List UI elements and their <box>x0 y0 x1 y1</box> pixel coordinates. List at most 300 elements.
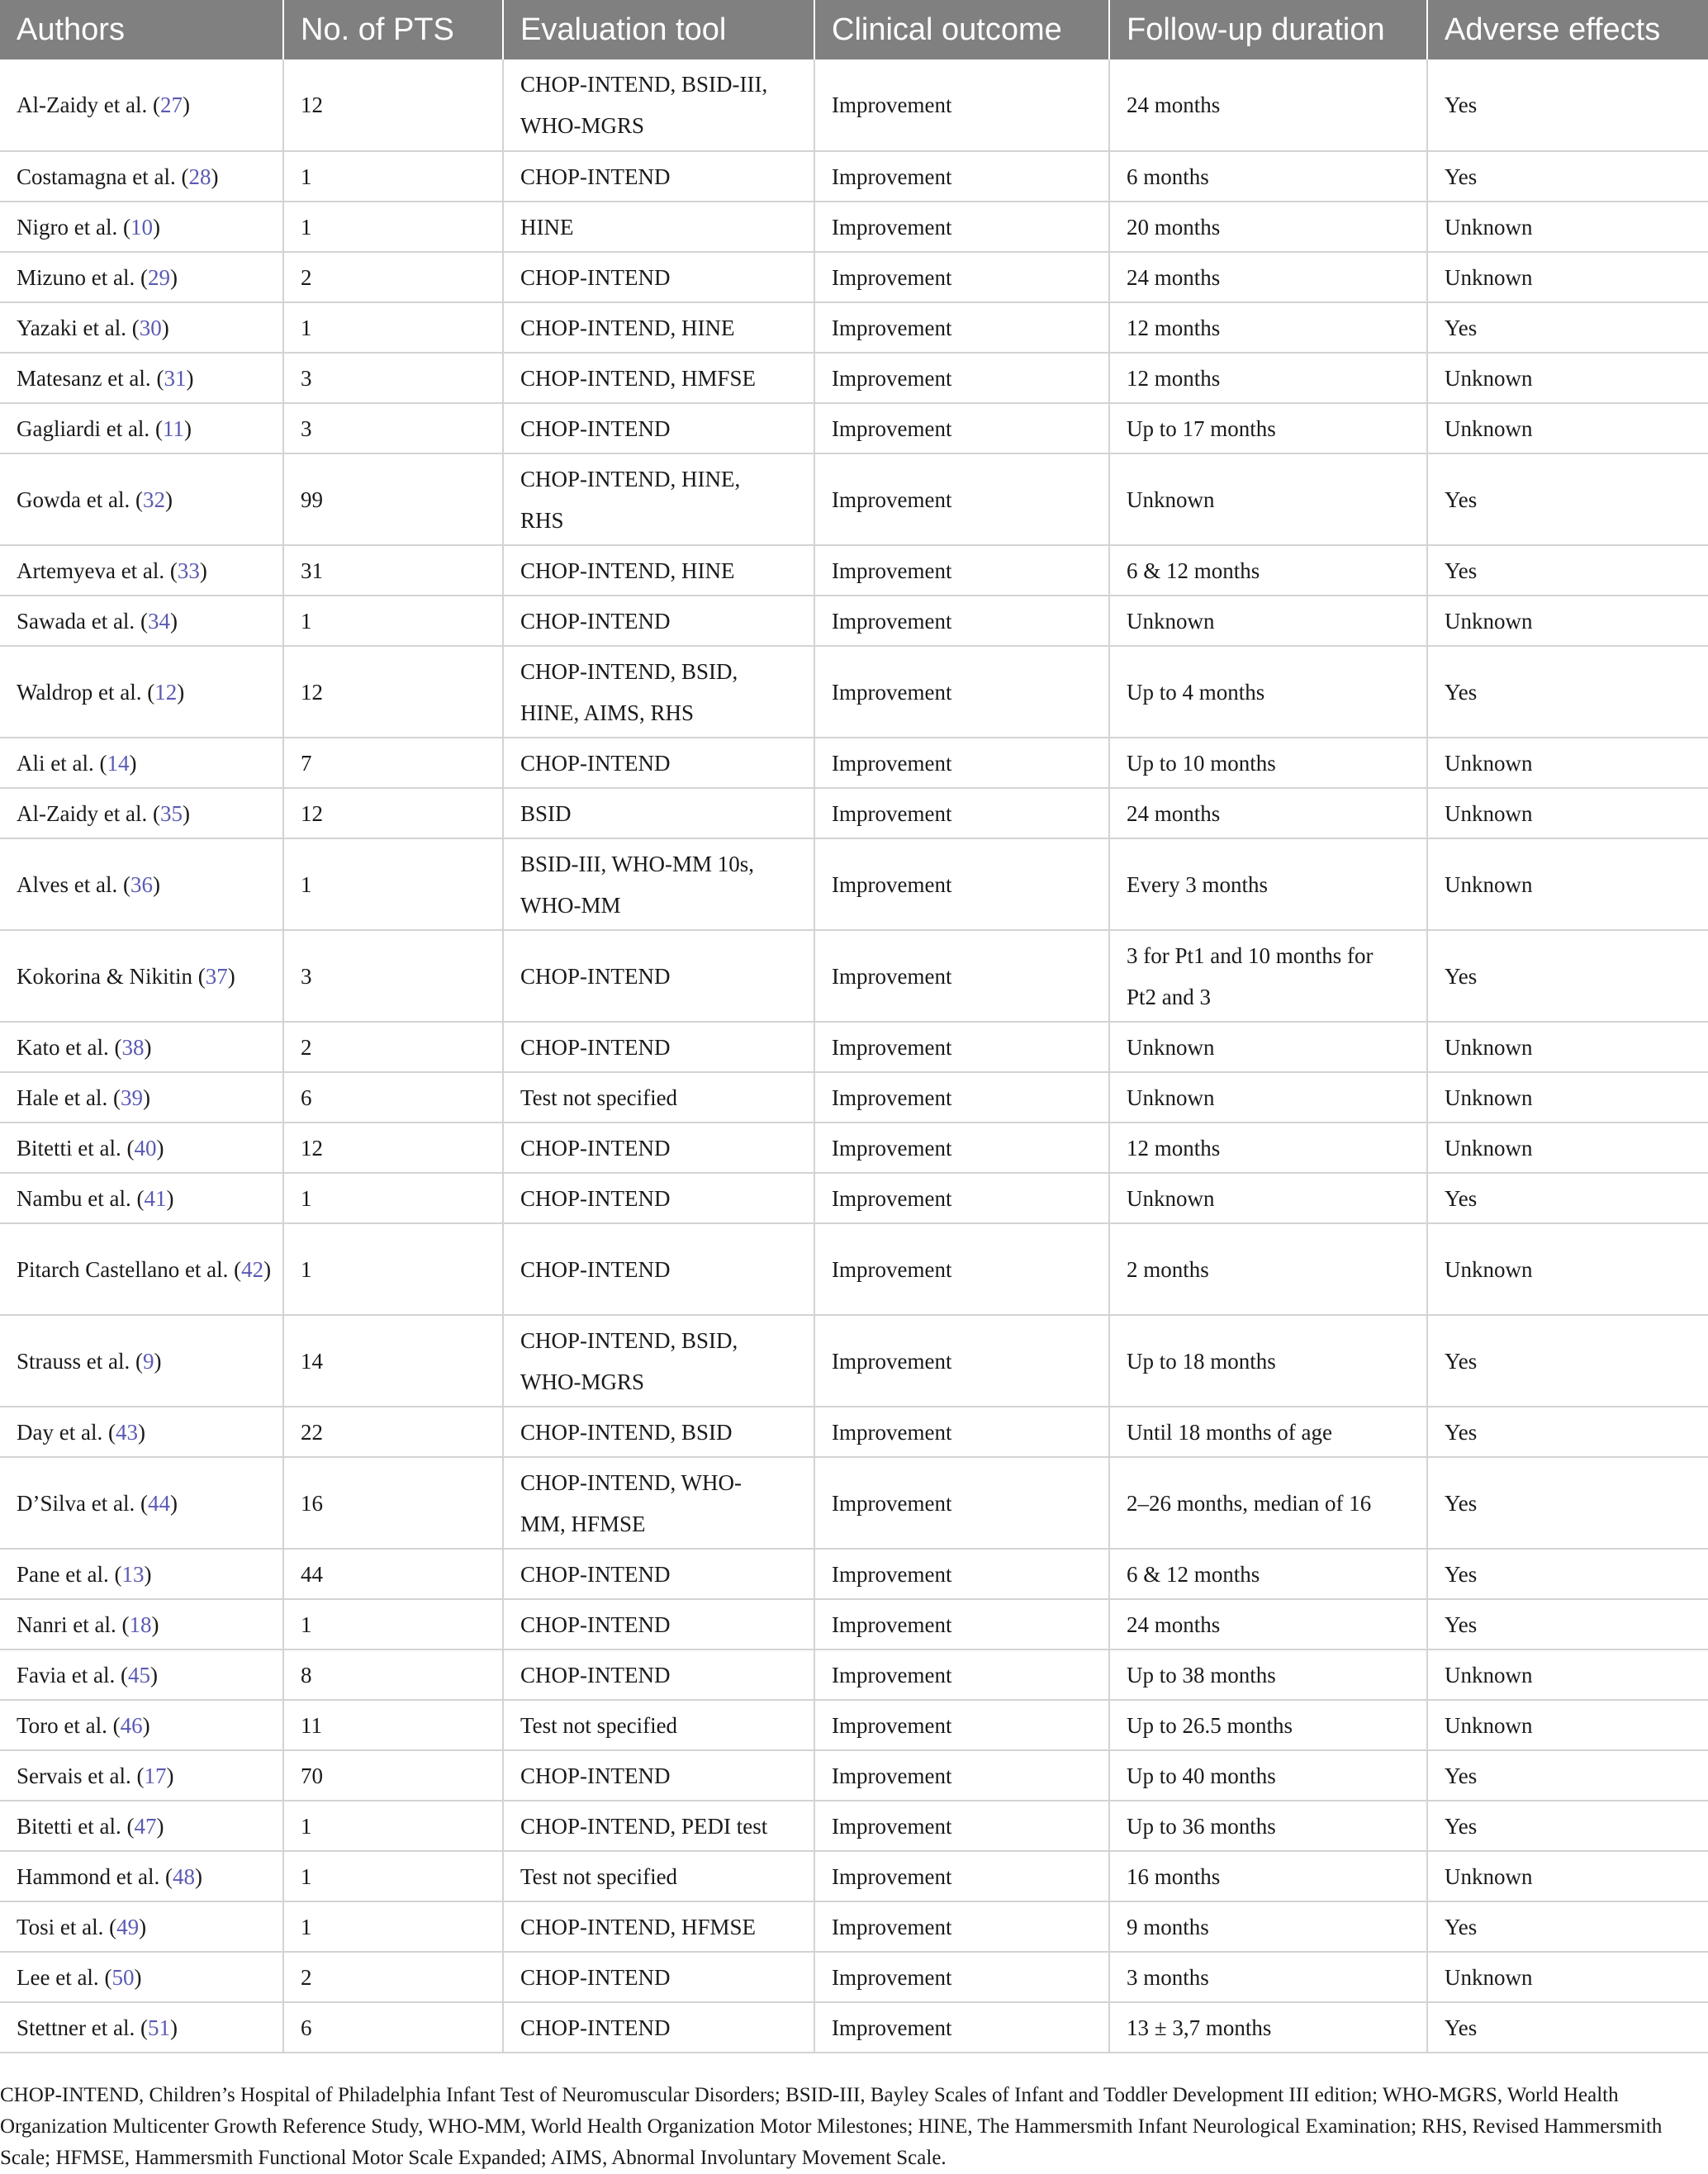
reference-link[interactable]: 46 <box>120 1712 143 1738</box>
table-row <box>0 596 1708 646</box>
col-header-evaluation-tool: Evaluation tool <box>503 0 814 59</box>
table-row <box>0 788 1708 838</box>
table-row <box>0 1599 1708 1649</box>
table-row <box>0 838 1708 930</box>
col-header-clinical-outcome: Clinical outcome <box>814 0 1109 59</box>
author-name: Bitetti et al. <box>17 1135 121 1161</box>
reference-link[interactable]: 12 <box>154 679 178 705</box>
table-row <box>0 1901 1708 1952</box>
clinical-outcome: Improvement <box>832 1712 952 1738</box>
adverse-effects: Yes <box>1445 963 1478 989</box>
evaluation-tool-line: CHOP-INTEND <box>520 415 671 441</box>
follow-up-line: 3 months <box>1127 1964 1209 1990</box>
adverse-effects: Unknown <box>1445 1662 1533 1687</box>
cell-follow-up-duration <box>1109 1549 1427 1599</box>
clinical-outcome: Improvement <box>832 93 952 117</box>
table-row <box>0 1457 1708 1549</box>
col-header-no-of-pts: No. of PTS <box>283 0 503 59</box>
adverse-effects: Yes <box>1445 1914 1478 1939</box>
patient-count: 1 <box>301 871 312 897</box>
follow-up-line: Unknown <box>1127 608 1215 634</box>
evaluation-tool-line: BSID <box>520 800 572 826</box>
reference-link[interactable]: 34 <box>147 608 170 634</box>
cell-evaluation-tool <box>503 202 814 252</box>
cell-clinical-outcome <box>814 202 1109 252</box>
clinical-outcome: Improvement <box>832 608 952 634</box>
table-row <box>0 545 1708 596</box>
reference-link[interactable]: 30 <box>139 315 162 340</box>
evaluation-tool-line: CHOP-INTEND, PEDI test <box>520 1813 768 1839</box>
cell-adverse-effects <box>1427 1022 1708 1072</box>
author-name: Gagliardi et al. <box>17 415 150 441</box>
clinical-outcome: Improvement <box>832 1612 952 1637</box>
reference-link[interactable]: 50 <box>111 1964 135 1990</box>
patient-count: 1 <box>301 214 312 240</box>
reference-link[interactable]: 39 <box>120 1085 143 1110</box>
reference-link[interactable]: 9 <box>142 1348 154 1374</box>
reference-link[interactable]: 14 <box>107 750 130 776</box>
evaluation-tool-line: Test not specified <box>520 1085 678 1110</box>
author-name: Alves et al. <box>17 871 118 897</box>
reference-link[interactable]: 40 <box>134 1135 157 1161</box>
clinical-outcome: Improvement <box>832 963 952 989</box>
author-name: Nigro et al. <box>17 214 118 240</box>
author-name: Nanri et al. <box>17 1612 116 1637</box>
follow-up-line: 16 months <box>1127 1863 1221 1889</box>
reference-link[interactable]: 13 <box>121 1561 145 1587</box>
evaluation-tool-line: CHOP-INTEND <box>520 1612 671 1637</box>
follow-up-line: Unknown <box>1127 487 1215 512</box>
table-row <box>0 930 1708 1022</box>
cell-authors: Tosi et al. (49) <box>0 1901 283 1952</box>
table-row <box>0 1407 1708 1457</box>
clinical-outcome: Improvement <box>832 1085 952 1110</box>
col-header-authors: Authors <box>0 0 283 59</box>
cell-adverse-effects <box>1427 453 1708 545</box>
table-row <box>0 59 1708 151</box>
cell-clinical-outcome <box>814 838 1109 930</box>
adverse-effects: Yes <box>1445 1561 1478 1587</box>
cell-authors: Bitetti et al. (47) <box>0 1801 283 1851</box>
cell-adverse-effects <box>1427 1123 1708 1173</box>
follow-up-line: Until 18 months of age <box>1127 1419 1332 1445</box>
reference-link[interactable]: 48 <box>172 1863 195 1889</box>
cell-clinical-outcome <box>814 1851 1109 1901</box>
evaluation-tool-line: CHOP-INTEND, WHO- <box>520 1469 742 1495</box>
author-name: Matesanz et al. <box>17 365 151 391</box>
cell-follow-up-duration <box>1109 1952 1427 2002</box>
author-name: Waldrop et al. <box>17 679 142 705</box>
cell-authors: Costamagna et al. (28) <box>0 151 283 202</box>
cell-adverse-effects <box>1427 1407 1708 1457</box>
reference-link[interactable]: 37 <box>205 963 228 989</box>
patient-count: 99 <box>301 487 323 512</box>
cell-authors: Gowda et al. (32) <box>0 453 283 545</box>
cell-clinical-outcome <box>814 1223 1109 1315</box>
cell-evaluation-tool <box>503 453 814 545</box>
reference-link[interactable]: 36 <box>130 871 153 897</box>
table-row <box>0 252 1708 302</box>
cell-no-of-pts <box>283 1022 503 1072</box>
author-name: Kokorina & Nikitin <box>17 963 192 989</box>
cell-clinical-outcome <box>814 252 1109 302</box>
clinical-outcome: Improvement <box>832 164 952 189</box>
adverse-effects: Unknown <box>1445 1135 1533 1161</box>
cell-authors: Matesanz et al. (31) <box>0 353 283 403</box>
evaluation-tool-line: CHOP-INTEND <box>520 1561 671 1587</box>
patient-count: 12 <box>301 679 323 705</box>
clinical-outcome: Improvement <box>832 487 952 512</box>
cell-no-of-pts <box>283 1123 503 1173</box>
cell-authors: Sawada et al. (34) <box>0 596 283 646</box>
adverse-effects: Yes <box>1445 93 1478 117</box>
cell-adverse-effects <box>1427 1851 1708 1901</box>
evaluation-tool-line: BSID-III, WHO-MM 10s, <box>520 851 754 876</box>
table-row <box>0 353 1708 403</box>
follow-up-line: 6 & 12 months <box>1127 1561 1260 1587</box>
cell-clinical-outcome <box>814 59 1109 151</box>
clinical-outcome: Improvement <box>832 1185 952 1211</box>
table-row <box>0 1700 1708 1750</box>
cell-authors: Kato et al. (38) <box>0 1022 283 1072</box>
cell-authors: Yazaki et al. (30) <box>0 302 283 353</box>
clinical-outcome: Improvement <box>832 871 952 897</box>
table-row <box>0 1549 1708 1599</box>
patient-count: 70 <box>301 1763 323 1788</box>
patient-count: 1 <box>301 1914 312 1939</box>
adverse-effects: Unknown <box>1445 1863 1533 1889</box>
clinical-outcome: Improvement <box>832 1964 952 1990</box>
cell-follow-up-duration <box>1109 596 1427 646</box>
reference-link[interactable]: 47 <box>134 1813 157 1839</box>
cell-clinical-outcome <box>814 1407 1109 1457</box>
follow-up-line: Up to 10 months <box>1127 750 1276 776</box>
author-name: Al-Zaidy et al. <box>17 93 148 117</box>
reference-link[interactable]: 31 <box>164 365 187 391</box>
table-row <box>0 1072 1708 1123</box>
patient-count: 12 <box>301 1135 323 1161</box>
cell-follow-up-duration <box>1109 1173 1427 1223</box>
cell-evaluation-tool <box>503 353 814 403</box>
reference-link[interactable]: 44 <box>147 1490 170 1516</box>
cell-authors: D’Silva et al. (44) <box>0 1457 283 1549</box>
follow-up-line: 6 & 12 months <box>1127 558 1260 583</box>
cell-adverse-effects <box>1427 1952 1708 2002</box>
patient-count: 8 <box>301 1662 312 1687</box>
patient-count: 11 <box>301 1712 322 1738</box>
cell-follow-up-duration <box>1109 59 1427 151</box>
reference-link[interactable]: 28 <box>188 164 211 189</box>
reference-link[interactable]: 41 <box>144 1185 167 1211</box>
table-row <box>0 646 1708 738</box>
evaluation-tool-line: MM, HFMSE <box>520 1511 646 1536</box>
patient-count: 1 <box>301 1185 312 1211</box>
reference-link[interactable]: 18 <box>129 1612 152 1637</box>
evaluation-tool-line: CHOP-INTEND, BSID, <box>520 658 738 684</box>
cell-adverse-effects <box>1427 1457 1708 1549</box>
reference-link[interactable]: 32 <box>142 487 165 512</box>
reference-link[interactable]: 10 <box>130 214 153 240</box>
patient-count: 1 <box>301 1612 312 1637</box>
cell-follow-up-duration <box>1109 1123 1427 1173</box>
cell-clinical-outcome <box>814 596 1109 646</box>
author-name: Pane et al. <box>17 1561 109 1587</box>
clinical-outcome: Improvement <box>832 1863 952 1889</box>
author-name: Yazaki et al. <box>17 315 126 340</box>
cell-evaluation-tool <box>503 2002 814 2053</box>
cell-no-of-pts <box>283 453 503 545</box>
cell-no-of-pts <box>283 545 503 596</box>
clinical-outcome: Improvement <box>832 415 952 441</box>
cell-no-of-pts <box>283 59 503 151</box>
clinical-outcome: Improvement <box>832 1490 952 1516</box>
evaluation-tool-line: Test not specified <box>520 1863 678 1889</box>
follow-up-line: 13 ± 3,7 months <box>1127 2015 1272 2040</box>
cell-authors: Nanri et al. (18) <box>0 1599 283 1649</box>
adverse-effects: Unknown <box>1445 1085 1533 1110</box>
author-name: Toro et al. <box>17 1712 107 1738</box>
cell-authors: Toro et al. (46) <box>0 1700 283 1750</box>
author-name: Kato et al. <box>17 1034 109 1060</box>
cell-evaluation-tool <box>503 1599 814 1649</box>
patient-count: 1 <box>301 315 312 340</box>
evaluation-tool-line: CHOP-INTEND, HINE, <box>520 466 741 491</box>
reference-link[interactable]: 49 <box>116 1914 140 1939</box>
cell-authors: Favia et al. (45) <box>0 1649 283 1700</box>
clinical-outcome: Improvement <box>832 558 952 583</box>
cell-adverse-effects <box>1427 1649 1708 1700</box>
cell-follow-up-duration <box>1109 453 1427 545</box>
cell-no-of-pts <box>283 403 503 453</box>
cell-adverse-effects <box>1427 151 1708 202</box>
cell-follow-up-duration <box>1109 1223 1427 1315</box>
cell-adverse-effects <box>1427 1549 1708 1599</box>
follow-up-line: 12 months <box>1127 1135 1221 1161</box>
follow-up-line: Unknown <box>1127 1085 1215 1110</box>
table-row <box>0 151 1708 202</box>
clinical-outcome: Improvement <box>832 1034 952 1060</box>
clinical-outcome: Improvement <box>832 1256 952 1282</box>
reference-link[interactable]: 43 <box>115 1419 138 1445</box>
reference-link[interactable]: 38 <box>121 1034 145 1060</box>
cell-evaluation-tool <box>503 1022 814 1072</box>
clinical-outcome: Improvement <box>832 214 952 240</box>
cell-evaluation-tool <box>503 403 814 453</box>
adverse-effects: Unknown <box>1445 800 1533 826</box>
cell-no-of-pts <box>283 202 503 252</box>
author-name: Favia et al. <box>17 1662 116 1687</box>
evaluation-tool-line: CHOP-INTEND <box>520 1135 671 1161</box>
cell-evaluation-tool <box>503 788 814 838</box>
cell-adverse-effects <box>1427 1173 1708 1223</box>
cell-no-of-pts <box>283 2002 503 2053</box>
cell-follow-up-duration <box>1109 1315 1427 1407</box>
adverse-effects: Unknown <box>1445 415 1533 441</box>
follow-up-line: 24 months <box>1127 800 1221 826</box>
cell-evaluation-tool <box>503 151 814 202</box>
patient-count: 12 <box>301 800 323 826</box>
evaluation-tool-line: WHO-MGRS <box>520 113 645 138</box>
cell-clinical-outcome <box>814 738 1109 788</box>
cell-no-of-pts <box>283 930 503 1022</box>
reference-link[interactable]: 42 <box>241 1256 264 1282</box>
table-row <box>0 1223 1708 1315</box>
cell-adverse-effects <box>1427 1750 1708 1801</box>
cell-clinical-outcome <box>814 1549 1109 1599</box>
evaluation-tool-line: CHOP-INTEND, BSID-III, <box>520 72 768 97</box>
cell-evaluation-tool <box>503 1700 814 1750</box>
cell-follow-up-duration <box>1109 2002 1427 2053</box>
follow-up-line: Up to 36 months <box>1127 1813 1276 1839</box>
table-row <box>0 1851 1708 1901</box>
evaluation-tool-line: CHOP-INTEND <box>520 1763 671 1788</box>
cell-no-of-pts <box>283 151 503 202</box>
cell-adverse-effects <box>1427 353 1708 403</box>
cell-clinical-outcome <box>814 1649 1109 1700</box>
cell-no-of-pts <box>283 1851 503 1901</box>
cell-adverse-effects <box>1427 59 1708 151</box>
cell-follow-up-duration <box>1109 1901 1427 1952</box>
cell-no-of-pts <box>283 1649 503 1700</box>
cell-adverse-effects <box>1427 202 1708 252</box>
cell-clinical-outcome <box>814 930 1109 1022</box>
cell-authors: Day et al. (43) <box>0 1407 283 1457</box>
adverse-effects: Unknown <box>1445 608 1533 634</box>
evaluation-tool-line: HINE <box>520 214 574 240</box>
header-row <box>0 0 1708 59</box>
cell-follow-up-duration <box>1109 353 1427 403</box>
cell-evaluation-tool <box>503 1851 814 1901</box>
adverse-effects: Unknown <box>1445 1256 1533 1282</box>
adverse-effects: Yes <box>1445 1490 1478 1516</box>
cell-adverse-effects <box>1427 1315 1708 1407</box>
author-name: Costamagna et al. <box>17 164 176 189</box>
cell-no-of-pts <box>283 1072 503 1123</box>
table-row <box>0 1750 1708 1801</box>
author-name: Lee et al. <box>17 1964 99 1990</box>
author-name: Sawada et al. <box>17 608 135 634</box>
cell-no-of-pts <box>283 738 503 788</box>
adverse-effects: Yes <box>1445 1419 1478 1445</box>
follow-up-line: Up to 4 months <box>1127 679 1265 705</box>
author-name: Bitetti et al. <box>17 1813 121 1839</box>
cell-evaluation-tool <box>503 1223 814 1315</box>
patient-count: 1 <box>301 608 312 634</box>
reference-link[interactable]: 29 <box>147 264 170 290</box>
cell-adverse-effects <box>1427 252 1708 302</box>
author-name: Nambu et al. <box>17 1185 131 1211</box>
author-name: Hale et al. <box>17 1085 108 1110</box>
reference-link[interactable]: 17 <box>144 1763 167 1788</box>
follow-up-line: 2 months <box>1127 1256 1209 1282</box>
cell-authors: Servais et al. (17) <box>0 1750 283 1801</box>
cell-follow-up-duration <box>1109 403 1427 453</box>
clinical-outcome: Improvement <box>832 1662 952 1687</box>
cell-evaluation-tool <box>503 838 814 930</box>
reference-link[interactable]: 33 <box>177 558 200 583</box>
follow-up-line: 6 months <box>1127 164 1209 189</box>
cell-follow-up-duration <box>1109 202 1427 252</box>
adverse-effects: Yes <box>1445 1185 1478 1211</box>
cell-authors: Al-Zaidy et al. (35) <box>0 788 283 838</box>
reference-link[interactable]: 27 <box>159 93 183 117</box>
follow-up-line: 9 months <box>1127 1914 1209 1939</box>
cell-clinical-outcome <box>814 646 1109 738</box>
patient-count: 3 <box>301 365 312 391</box>
reference-link[interactable]: 51 <box>147 2015 170 2040</box>
patient-count: 22 <box>301 1419 323 1445</box>
cell-authors: Hale et al. (39) <box>0 1072 283 1123</box>
table-row <box>0 2002 1708 2053</box>
evaluation-tool-line: WHO-MGRS <box>520 1369 645 1394</box>
author-name: Pitarch Castellano et al. <box>17 1256 229 1282</box>
cell-adverse-effects <box>1427 930 1708 1022</box>
evaluation-tool-line: CHOP-INTEND, BSID, <box>520 1327 738 1353</box>
reference-link[interactable]: 11 <box>162 415 184 441</box>
table-row <box>0 1123 1708 1173</box>
follow-up-line: Pt2 and 3 <box>1127 984 1212 1009</box>
cell-no-of-pts <box>283 1173 503 1223</box>
clinical-outcome: Improvement <box>832 1813 952 1839</box>
follow-up-line: Unknown <box>1127 1034 1215 1060</box>
clinical-outcome: Improvement <box>832 1763 952 1788</box>
cell-evaluation-tool <box>503 1457 814 1549</box>
cell-adverse-effects <box>1427 1599 1708 1649</box>
follow-up-line: Up to 40 months <box>1127 1763 1276 1788</box>
patient-count: 7 <box>301 750 312 776</box>
cell-clinical-outcome <box>814 1173 1109 1223</box>
cell-evaluation-tool <box>503 1952 814 2002</box>
evaluation-tool-line: CHOP-INTEND <box>520 963 671 989</box>
cell-authors: Strauss et al. (9) <box>0 1315 283 1407</box>
evaluation-tool-line: RHS <box>520 507 564 533</box>
cell-clinical-outcome <box>814 1022 1109 1072</box>
adverse-effects: Yes <box>1445 679 1478 705</box>
reference-link[interactable]: 45 <box>127 1662 150 1687</box>
follow-up-line: Up to 18 months <box>1127 1348 1276 1374</box>
evaluation-tool-line: CHOP-INTEND <box>520 1185 671 1211</box>
cell-clinical-outcome <box>814 302 1109 353</box>
table-row <box>0 1952 1708 2002</box>
follow-up-line: Up to 17 months <box>1127 415 1276 441</box>
cell-no-of-pts <box>283 1801 503 1851</box>
patient-count: 1 <box>301 1256 312 1282</box>
cell-no-of-pts <box>283 596 503 646</box>
cell-authors: Artemyeva et al. (33) <box>0 545 283 596</box>
cell-no-of-pts <box>283 1901 503 1952</box>
patient-count: 14 <box>301 1348 323 1374</box>
cell-adverse-effects <box>1427 738 1708 788</box>
table-row <box>0 1022 1708 1072</box>
cell-evaluation-tool <box>503 1072 814 1123</box>
reference-link[interactable]: 35 <box>159 800 183 826</box>
cell-adverse-effects <box>1427 1072 1708 1123</box>
adverse-effects: Yes <box>1445 487 1478 512</box>
clinical-outcome: Improvement <box>832 1561 952 1587</box>
cell-clinical-outcome <box>814 403 1109 453</box>
evaluation-tool-line: CHOP-INTEND <box>520 264 671 290</box>
cell-authors: Pane et al. (13) <box>0 1549 283 1599</box>
cell-evaluation-tool <box>503 252 814 302</box>
cell-follow-up-duration <box>1109 1022 1427 1072</box>
cell-follow-up-duration <box>1109 1649 1427 1700</box>
adverse-effects: Yes <box>1445 1813 1478 1839</box>
adverse-effects: Unknown <box>1445 750 1533 776</box>
follow-up-line: 12 months <box>1127 365 1221 391</box>
cell-evaluation-tool <box>503 930 814 1022</box>
cell-adverse-effects <box>1427 1801 1708 1851</box>
cell-no-of-pts <box>283 1750 503 1801</box>
